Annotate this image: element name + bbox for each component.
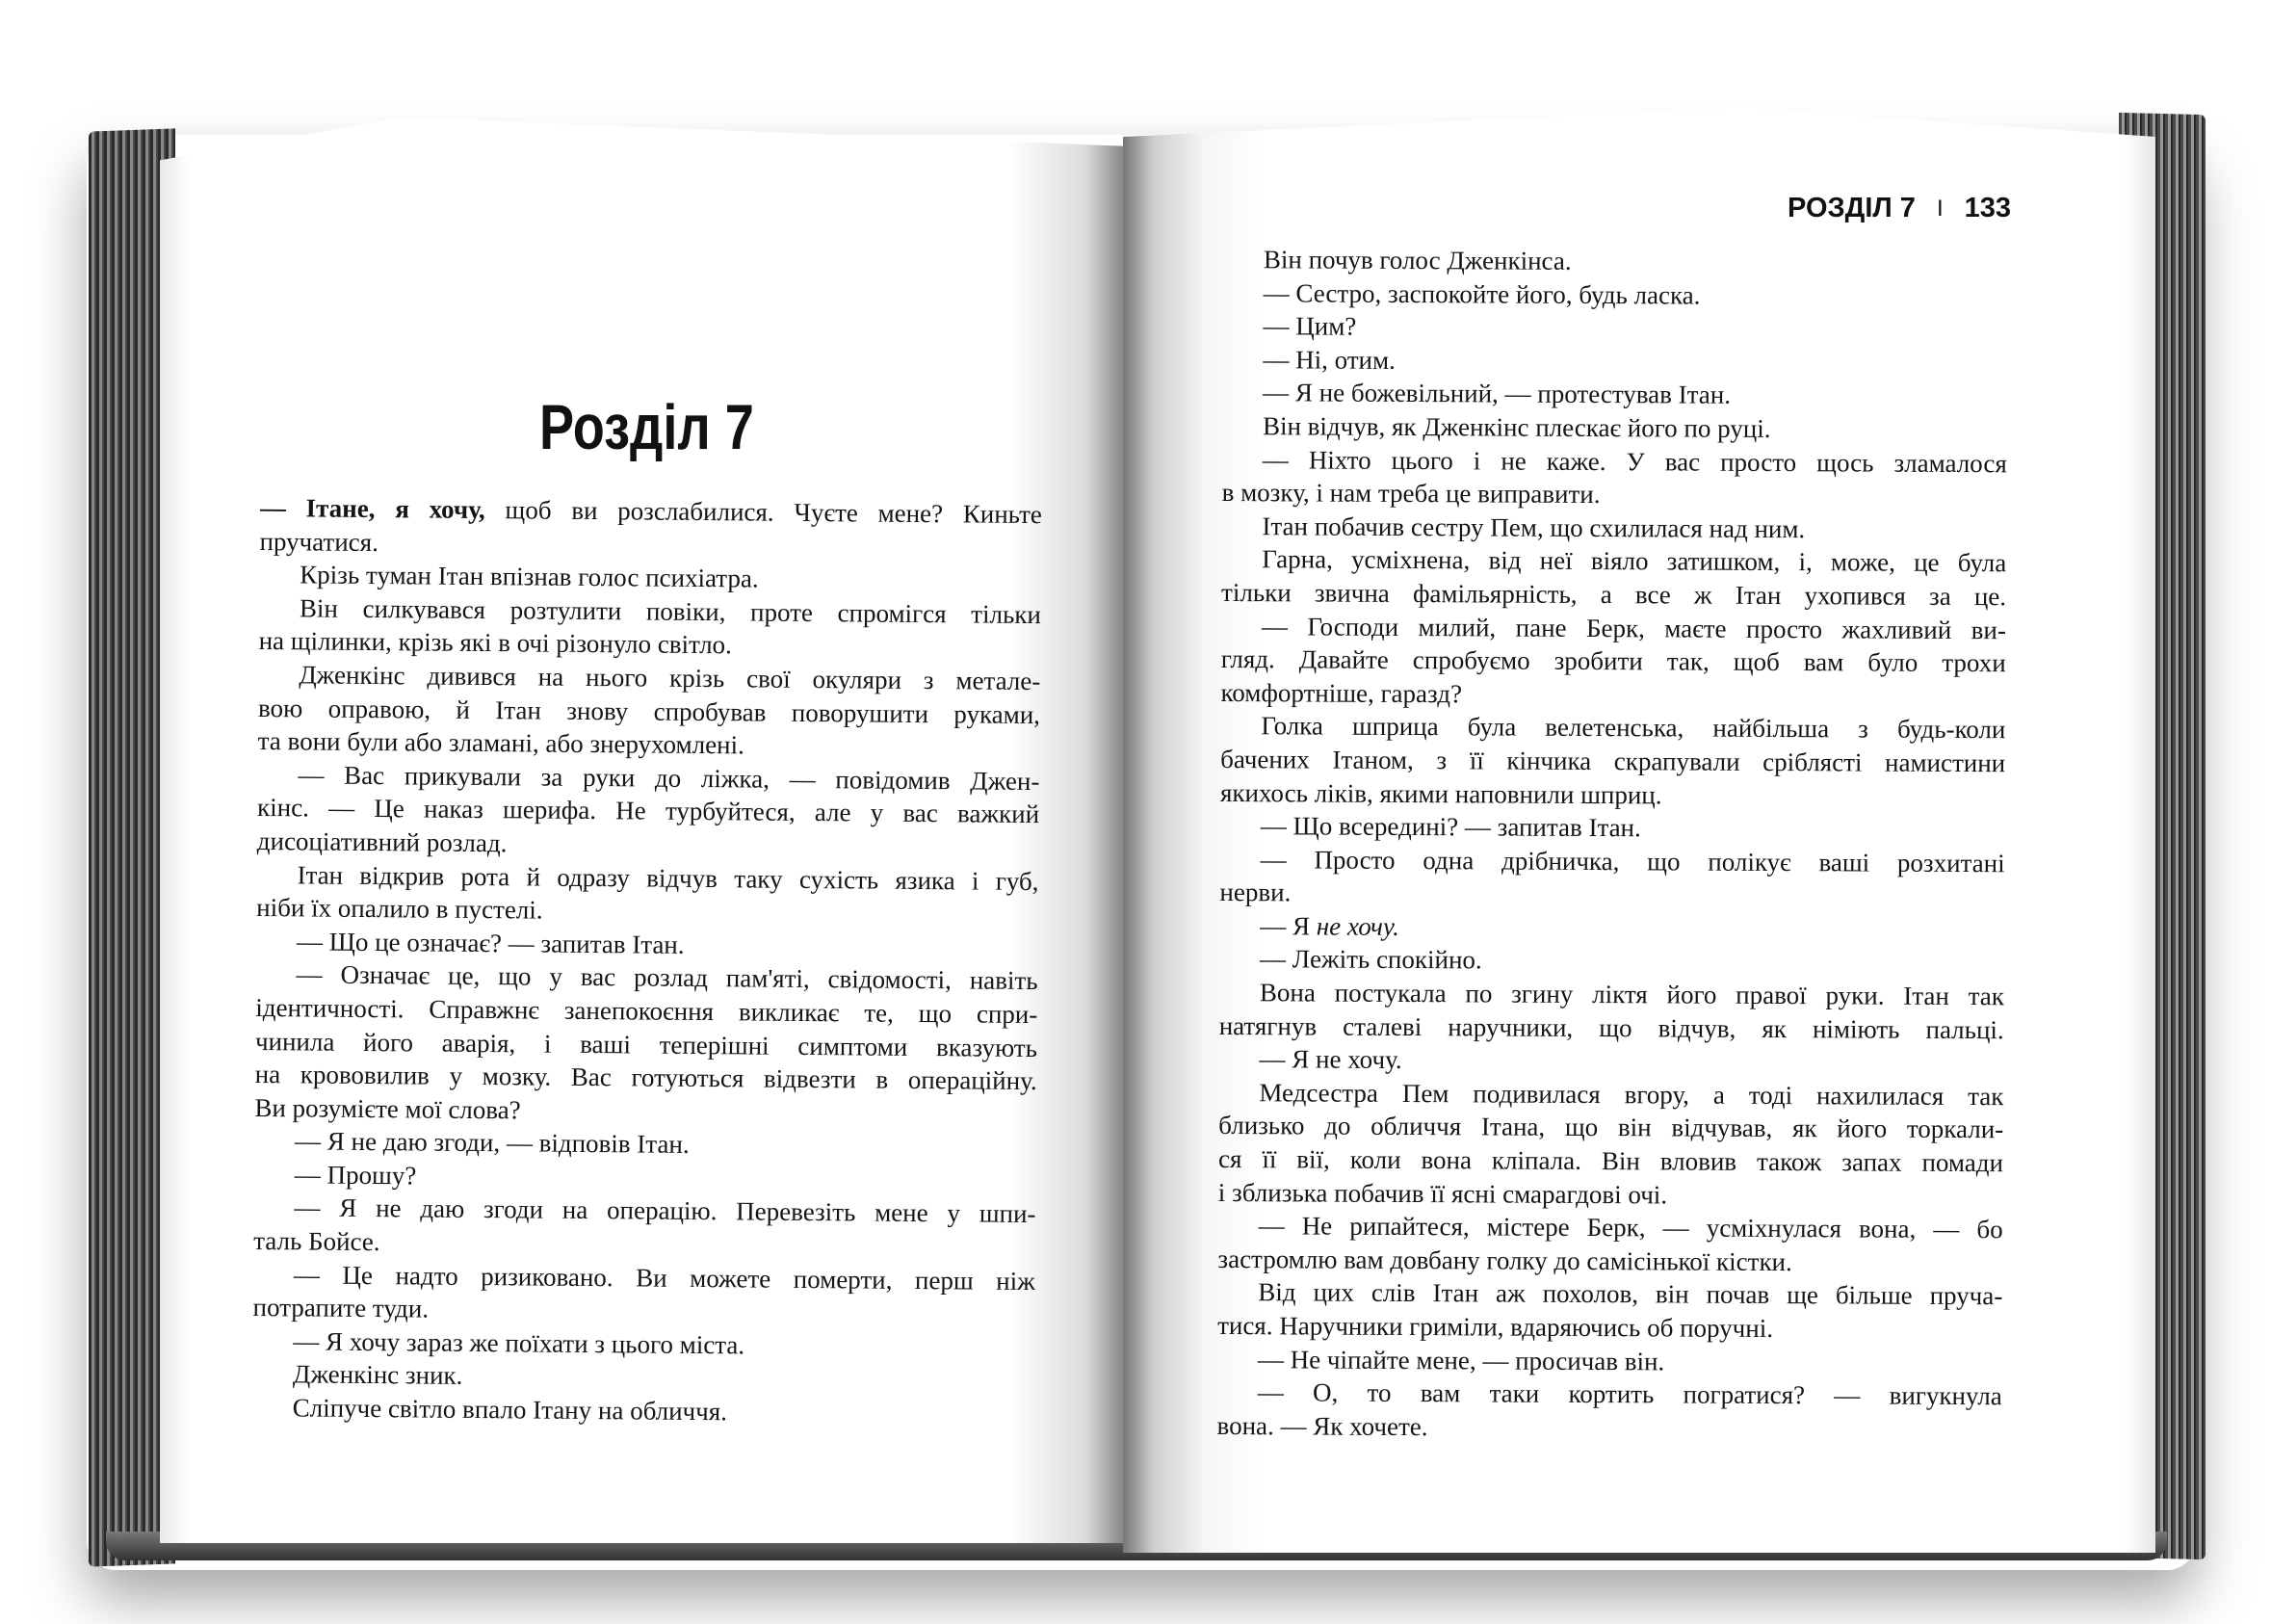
bold-text: — Ітане, я хочу, [259,492,485,525]
right-page-text [1216,243,2008,1447]
line-text: таль Бойсе. [253,1226,380,1257]
text-line [1219,1009,2004,1047]
line-text: гляд. Давайте спробуємо зробити так, щоб вам було трохи [1220,644,2006,678]
text-line [1218,1209,2003,1246]
line-text: щоб ви розслабилися. Чуєте мене? Киньте [484,495,1042,530]
text-line [1222,343,2007,380]
text-line [1217,1275,2002,1313]
line-text: — Не чіпайте мене, — просичав він. [1257,1344,1665,1376]
line-text: — Я не божевільний, — протестував Ітан. [1263,378,1732,410]
line-text: — Я не даю згоди, — відповів Ітан. [294,1126,690,1160]
text-line [1219,876,2004,913]
line-text: — Що всередині? — запитав Ітан. [1260,811,1641,843]
text-line [1223,276,2008,314]
line-text: Крізь туман Ітан впізнав голос психіатра. [300,560,759,593]
line-text: — Я [1260,911,1317,941]
line-text: — О, то вам таки кортить погратися? — вигукнула [1257,1377,2002,1411]
text-line [1221,542,2006,580]
line-text: — Ніхто цього і не каже. У вас просто щось зламалося [1262,444,2007,478]
line-text: якихось ліків, якими наповнили шприц. [1219,777,1662,809]
text-line [1221,610,2006,647]
italic-text: не хочу. [1316,911,1400,941]
line-text: дисоціативний розлад. [256,825,508,858]
text-line [1217,1375,2002,1413]
line-text: — Прошу? [294,1160,417,1191]
text-line [1222,409,2007,447]
line-text: Ви розумієте мої слова? [254,1092,521,1125]
text-line [1218,1042,2003,1080]
text-line [1220,743,2005,780]
line-text: — Лежіть спокійно. [1260,944,1482,975]
line-text: комфортніше, гаразд? [1220,677,1463,709]
line-text: тільки звична фамільярність, а все ж Ітан ухопився за це. [1221,577,2007,612]
line-text: бачених Ітаном, з її кінчика скрапували сріблясті намистини [1220,744,2006,778]
line-text: — Що це означає? — запитав Ітан. [296,927,685,959]
text-line [1223,243,2008,280]
text-line [1218,1176,2003,1214]
line-text: чинила його аварія, і ваші теперішні симптоми вказують [254,1026,1038,1062]
chapter-title: Розділ 7 [539,391,754,462]
text-line [1220,676,2005,714]
text-line [1220,709,2005,747]
line-text: потрапите туди. [252,1293,430,1323]
line-text: ідентичності. Справжнє занепокоєння викликає те, що спри- [255,992,1038,1029]
text-line [1217,1343,2002,1380]
text-line [1218,1142,2003,1180]
text-line [1218,1109,2003,1146]
line-text: — Вас прикували за руки до ліжка, — повідомив Джен- [298,760,1040,796]
left-page-text [252,491,1042,1431]
line-text: кінс. — Це наказ шерифа. Не турбуйтеся, але у вас важкий [257,793,1040,829]
line-text: Медсестра Пем подивилася вгору, а тоді нахилилася так [1259,1078,2004,1112]
line-text: — Ні, отим. [1263,344,1396,375]
line-text: Він почув голос Дженкінса. [1263,245,1572,275]
line-text: натягнув сталеві наручники, що відчув, як німіють пальці. [1218,1010,2004,1044]
text-line [1222,476,2007,513]
line-text: — Господи милий, пане Берк, маєте просто жахливий ви- [1261,611,2006,644]
line-text: та вони були або зламані, або знерухомлені. [257,726,744,760]
text-line [1216,1409,2001,1447]
text-line [1219,909,2004,947]
line-text: вою оправою, й Ітан знову спробував поворушити руками, [257,693,1041,729]
line-text: в мозку, і нам треба це виправити. [1221,478,1601,510]
line-text: на щілинки, крізь які в очі різонуло світло. [258,626,733,660]
text-line [1221,510,2006,547]
line-text: Він силкувався розтулити повіки, проте спромігся тільки [299,593,1042,629]
line-text: Вона постукала по згину ліктя його правої руки. Ітан так [1259,978,2004,1011]
running-head [1788,193,2011,224]
line-text: Сліпуче світло впало Ітану на обличчя. [292,1393,728,1427]
line-text: ся її вії, коли вона кліпала. Він вловив також запах помади [1217,1144,2004,1178]
text-line [1220,843,2005,880]
text-line [1217,1243,2002,1280]
text-line [1218,1076,2003,1113]
line-text: — Цим? [1263,311,1357,341]
line-text: пручатися. [259,526,379,557]
text-line [1217,1309,2002,1347]
text-line [1220,809,2005,847]
line-text: Ітан побачив сестру Пем, що схилилася над ним. [1262,511,1806,543]
running-head-separator: I [1936,195,1944,222]
line-text: Ітан відкрив рота й одразу відчув таку сухість язика і губ, [297,859,1039,896]
line-text: нерви. [1219,877,1292,907]
line-text: — Не рипайтеся, містере Берк, — усміхнулася вона, — бо [1258,1211,2003,1244]
text-line [1219,942,2004,980]
page-number: 133 [1964,193,2011,223]
text-line [1220,775,2005,813]
text-line [1222,376,2007,413]
text-line [1222,443,2007,481]
line-text: тися. Наручники гриміли, вдаряючись об поручні. [1217,1310,1774,1344]
line-text: на крововилив у мозку. Вас готуються відвезти в операційну. [254,1060,1037,1096]
line-text: вона. — Як хочете. [1216,1410,1428,1441]
text-line [1219,976,2004,1013]
line-text: — Це надто ризиковано. Ви можете померти, перш ніж [293,1259,1036,1296]
line-text: — Я хочу зараз же поїхати з цього міста. [293,1326,745,1360]
text-line [1221,576,2006,614]
line-text: Дженкінс дивився на нього крізь свої окуляри з метале- [299,660,1041,696]
line-text: — Просто одна дрібничка, що полікує ваші розхитані [1260,844,2005,877]
line-text: Від цих слів Ітан аж похолов, він почав ще більше пруча- [1258,1277,2003,1311]
text-line [1222,309,2007,347]
line-text: застромлю вам довбану голку до самісінької кістки. [1217,1244,1792,1276]
running-head-chapter: РОЗДІЛ 7 [1788,193,1916,223]
line-text: Голка шприца була велетенська, найбільша з будь-коли [1261,711,2006,745]
line-text: Він відчув, як Дженкінс плескає його по руці. [1262,411,1771,443]
line-text: Дженкінс зник. [292,1359,463,1391]
line-text: ніби їх опалило в пустелі. [256,893,543,925]
line-text: Гарна, усміхнена, від неї віяло затишком, і, може, це була [1262,544,2007,578]
line-text: близько до обличчя Ітана, що він відчував, як його торкали- [1218,1111,2004,1144]
line-text: — Означає це, що у вас розлад пам'яті, свідомості, навіть [296,959,1038,996]
line-text: і зблизька побачив її ясні смарагдові очі. [1217,1177,1668,1210]
line-text: — Сестро, заспокойте його, будь ласка. [1263,277,1701,310]
text-line [252,1391,1034,1431]
line-text: — Я не даю згоди на операцію. Перевезіть мене у шпи- [294,1192,1036,1229]
text-line [1221,642,2006,680]
line-text: — Я не хочу. [1259,1044,1402,1075]
